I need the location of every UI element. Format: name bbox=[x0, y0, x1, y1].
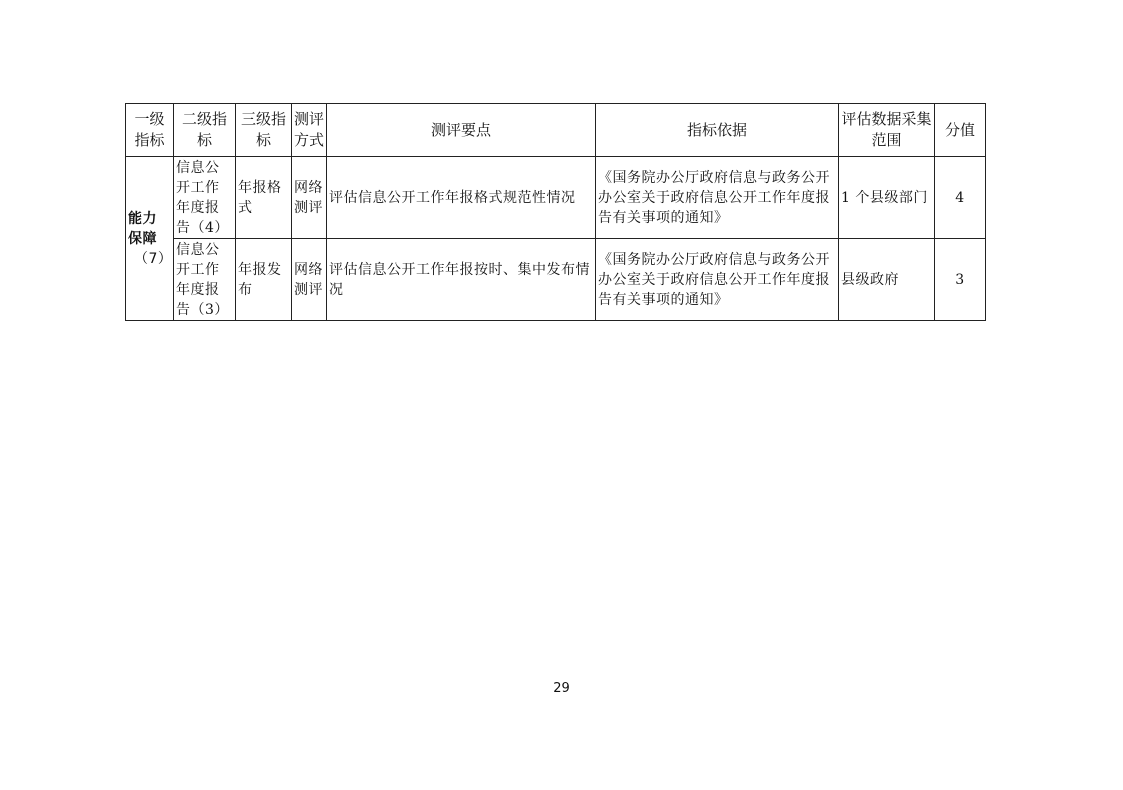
evaluation-table bbox=[125, 103, 986, 321]
header-level2: 二级指标 bbox=[174, 104, 236, 157]
header-level3: 三级指标 bbox=[236, 104, 292, 157]
page-number: 29 bbox=[553, 681, 570, 696]
level1-cell bbox=[126, 157, 174, 321]
basis-cell: 《国务院办公厅政府信息与政务公开办公室关于政府信息公开工作年度报告有关事项的通知》 bbox=[596, 239, 839, 321]
score-cell: 4 bbox=[935, 157, 986, 239]
scope-cell: 1 个县级部门 bbox=[839, 157, 935, 239]
points-cell: 评估信息公开工作年报格式规范性情况 bbox=[327, 157, 596, 239]
method-cell: 网络测评 bbox=[292, 157, 327, 239]
table-row bbox=[126, 239, 986, 321]
level2-cell: 信息公开工作年度报告（4） bbox=[174, 157, 236, 239]
scope-cell: 县级政府 bbox=[839, 239, 935, 321]
header-points: 测评要点 bbox=[327, 104, 596, 157]
header-scope: 评估数据采集范围 bbox=[839, 104, 935, 157]
header-basis: 指标依据 bbox=[596, 104, 839, 157]
level1-label: 能力保障 bbox=[128, 210, 157, 247]
header-level1: 一级指标 bbox=[126, 104, 174, 157]
basis-cell: 《国务院办公厅政府信息与政务公开办公室关于政府信息公开工作年度报告有关事项的通知》 bbox=[596, 157, 839, 239]
level1-score: （7） bbox=[134, 250, 173, 267]
level3-cell: 年报格式 bbox=[236, 157, 292, 239]
header-row bbox=[126, 104, 986, 157]
points-cell: 评估信息公开工作年报按时、集中发布情况 bbox=[327, 239, 596, 321]
header-score: 分值 bbox=[935, 104, 986, 157]
level2-cell: 信息公开工作年度报告（3） bbox=[174, 239, 236, 321]
score-cell: 3 bbox=[935, 239, 986, 321]
table-row bbox=[126, 157, 986, 239]
level3-cell: 年报发布 bbox=[236, 239, 292, 321]
header-method: 测评方式 bbox=[292, 104, 327, 157]
method-cell: 网络测评 bbox=[292, 239, 327, 321]
